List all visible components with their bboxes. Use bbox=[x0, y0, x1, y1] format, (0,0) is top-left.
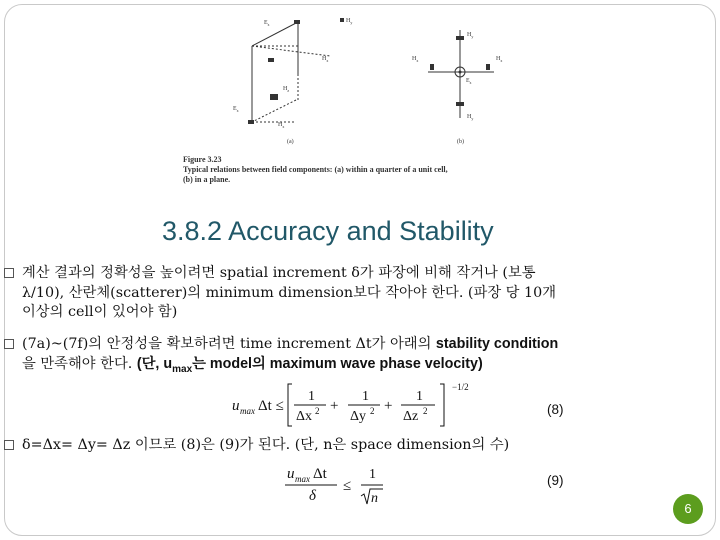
label-hz-a: $H_z$ bbox=[283, 86, 290, 93]
svg-text:−1/2: −1/2 bbox=[452, 382, 469, 392]
svg-text:1: 1 bbox=[369, 467, 376, 482]
svg-text:+: + bbox=[330, 398, 339, 414]
caption-line-2: (b) in a plane. bbox=[183, 175, 231, 184]
svg-text:Δy: Δy bbox=[350, 409, 367, 424]
bullet-marker bbox=[4, 339, 14, 349]
svg-text:+: + bbox=[384, 398, 393, 414]
slide-title: 3.8.2 Accuracy and Stability bbox=[162, 216, 494, 246]
bullet-2-note-b: 는 model의 maximum wave phase velocity) bbox=[192, 355, 483, 372]
svg-text:2: 2 bbox=[423, 406, 428, 416]
equation-9 bbox=[283, 460, 403, 506]
panel-a-label: (a) bbox=[287, 139, 294, 145]
svg-text:u: u bbox=[232, 398, 240, 414]
page-number-badge: 6 bbox=[673, 494, 703, 524]
label-hxb-a: $H_x$ bbox=[278, 122, 285, 129]
equation-8 bbox=[230, 380, 520, 430]
bullet-1-line-2: λ/10), 산란체(scatterer)의 minimum dimension보다 작아야 한다. (파장 당 10개 bbox=[22, 284, 557, 301]
svg-text:max: max bbox=[240, 406, 255, 416]
label-hx-b-right: $H_x$ bbox=[496, 56, 503, 63]
bullet-dimension bbox=[22, 436, 697, 456]
panel-b-label: (b) bbox=[457, 139, 464, 145]
bullet-2-note-a: (단, u bbox=[136, 355, 173, 372]
bullet-2-note-sub: max bbox=[172, 363, 193, 375]
bullet-accuracy bbox=[22, 264, 697, 323]
bullet-2-line-2 bbox=[22, 355, 697, 379]
svg-text:1: 1 bbox=[308, 389, 315, 404]
svg-text:Δz: Δz bbox=[403, 409, 419, 424]
label-ex-a: $E_x$ bbox=[233, 106, 239, 113]
bullet-1-line-3: 이상의 cell이 있어야 함) bbox=[22, 304, 178, 320]
label-hy-b-bot: $H_y$ bbox=[467, 114, 474, 121]
bullet-2-text-a: (7a)~(7f)의 안정성을 확보하려면 time increment Δt가 아래의 bbox=[22, 336, 436, 352]
bullet-1-line-1: 계산 결과의 정확성을 높이려면 spatial increment δ가 파장에 비해 작거나 (보통 bbox=[22, 265, 536, 281]
svg-text:n: n bbox=[371, 491, 378, 506]
label-hy-b-top: $H_y$ bbox=[467, 32, 474, 39]
svg-text:2: 2 bbox=[315, 406, 320, 416]
label-hx-a: $H_x$ bbox=[322, 56, 329, 63]
svg-text:≤: ≤ bbox=[343, 478, 352, 494]
bullet-3-line-1: δ=Δx= Δy= Δz 이므로 (8)은 (9)가 된다. (단, n은 space dimension의 수) bbox=[22, 437, 510, 453]
figure-caption bbox=[183, 155, 448, 185]
stability-condition-text: stability condition bbox=[435, 336, 559, 352]
svg-text:1: 1 bbox=[416, 389, 423, 404]
svg-text:1: 1 bbox=[362, 389, 369, 404]
label-ez-b: $E_z$ bbox=[466, 78, 472, 85]
svg-text:max: max bbox=[295, 474, 310, 484]
svg-text:Δt ≤: Δt ≤ bbox=[258, 398, 284, 414]
bullet-marker bbox=[4, 268, 14, 278]
label-hy-a: $H_y$ bbox=[346, 18, 353, 25]
svg-text:Δx: Δx bbox=[296, 409, 313, 424]
caption-line-1: Typical relations between field components: (a) within a quarter of a unit cell, bbox=[183, 165, 448, 174]
bullet-2-text-b: 을 만족해야 한다. bbox=[22, 355, 137, 372]
bullet-2-line-1 bbox=[22, 335, 697, 355]
label-ez-a: $E_z$ bbox=[264, 20, 270, 27]
bullet-stability bbox=[22, 335, 697, 379]
svg-text:δ: δ bbox=[309, 488, 316, 504]
svg-text:2: 2 bbox=[370, 406, 375, 416]
svg-text:u: u bbox=[287, 466, 295, 482]
equation-9-number: (9) bbox=[547, 473, 564, 488]
bullet-marker bbox=[4, 440, 14, 450]
equation-8-number: (8) bbox=[547, 402, 564, 417]
svg-text:Δt: Δt bbox=[313, 466, 327, 482]
caption-title: Figure 3.23 bbox=[183, 155, 222, 164]
label-hx-b-left: $H_x$ bbox=[412, 56, 419, 63]
